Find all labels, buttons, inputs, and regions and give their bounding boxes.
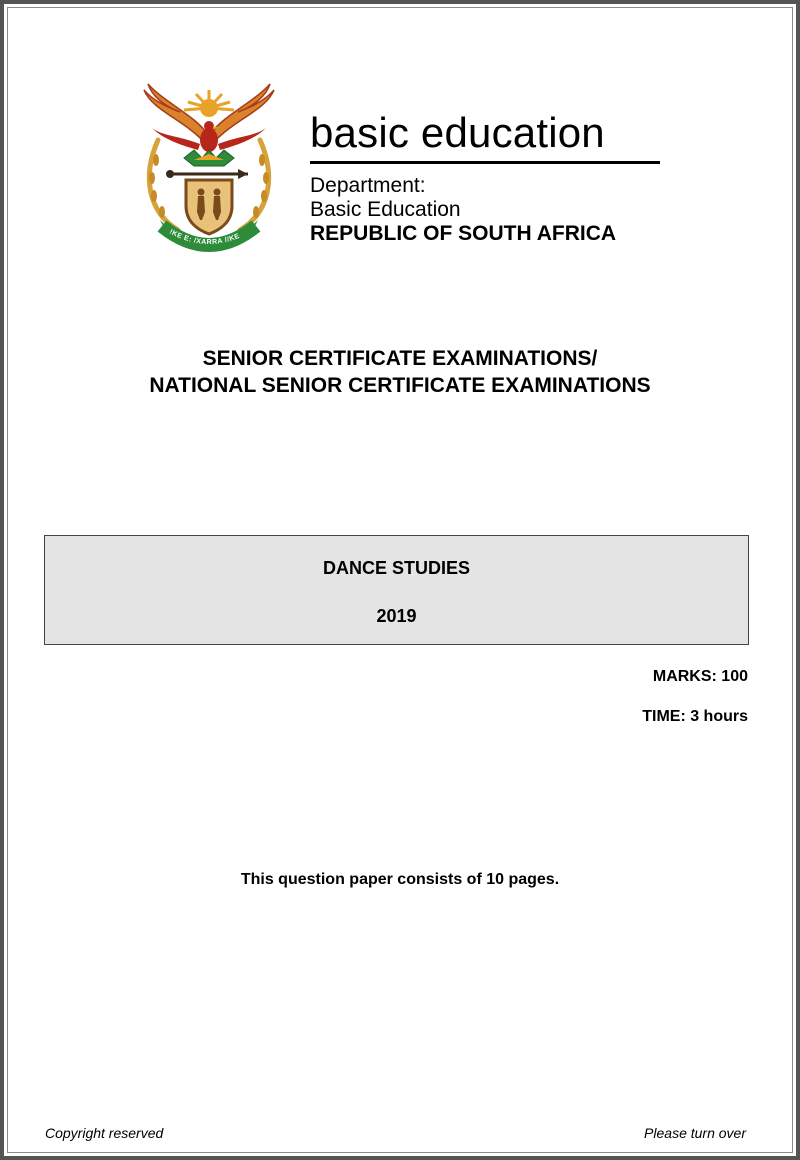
time-label: TIME: 3 hours	[642, 708, 748, 725]
exam-title	[4, 345, 796, 399]
copyright-note: Copyright reserved	[45, 1125, 164, 1141]
exam-year: 2019	[376, 606, 417, 626]
coat-of-arms-icon	[134, 80, 284, 262]
marks-label: MARKS: 100	[652, 668, 748, 685]
exam-title-line-2: NATIONAL SENIOR CERTIFICATE EXAMINATIONS	[149, 374, 651, 397]
shield-icon	[186, 180, 232, 234]
department-name: Basic Education	[310, 198, 461, 221]
department-block	[310, 174, 616, 246]
page-count-note: This question paper consists of 10 pages.	[240, 871, 560, 888]
department-label: Department:	[310, 174, 426, 197]
subject-box	[44, 535, 749, 645]
motto-text: !KE E: /XARRA //KE	[168, 228, 241, 247]
brand-title: basic education	[310, 109, 605, 156]
sun-icon	[184, 90, 234, 117]
country-name: REPUBLIC OF SOUTH AFRICA	[310, 222, 617, 245]
brand-divider	[310, 161, 660, 164]
protea-icon	[184, 150, 234, 166]
exam-title-line-1: SENIOR CERTIFICATE EXAMINATIONS/	[202, 347, 598, 370]
subject-name: DANCE STUDIES	[322, 558, 470, 578]
turn-over-note: Please turn over	[644, 1125, 746, 1141]
